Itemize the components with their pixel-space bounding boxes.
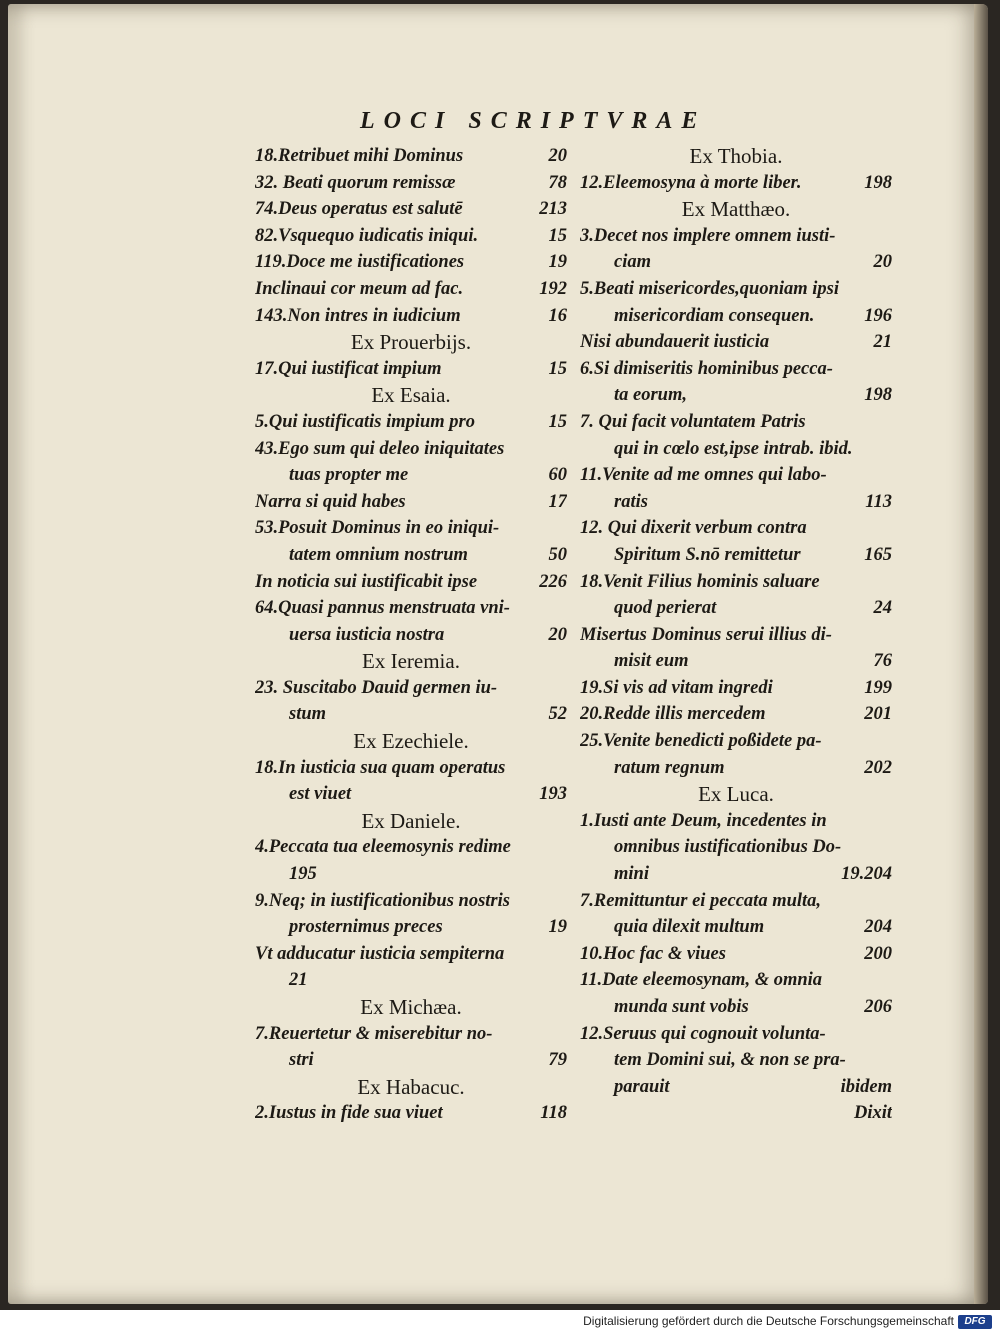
entry-text: 20.Redde illis mercedem [580, 704, 766, 725]
entry-text: 12. Qui dixerit verbum contra [580, 518, 807, 539]
entry-text: Dixit [853, 1103, 892, 1124]
section-heading: Ex Luca. [698, 782, 774, 807]
entry-text: 43.Ego sum qui deleo iniquitates [255, 438, 505, 459]
page-reference: 21 [873, 332, 892, 353]
entry-text: uersa iusticia nostra [289, 624, 445, 645]
page-reference: 24 [873, 598, 892, 619]
index-entry [580, 462, 892, 489]
entry-text: tem Domini sui, & non se pra- [614, 1050, 846, 1071]
index-entry [255, 196, 567, 223]
entry-text: 7. Qui facit voluntatem Patris [580, 411, 806, 432]
index-entry [580, 489, 892, 516]
section-heading: Ex Ezechiele. [353, 729, 469, 754]
entry-text: 82.Vsquequo iudicatis iniqui. [255, 225, 479, 246]
index-entry [580, 515, 892, 542]
entry-text: Inclinaui cor meum ad fac. [255, 278, 464, 299]
entry-text: 11.Venite ad me omnes qui labo- [580, 465, 827, 486]
index-entry [255, 888, 567, 915]
entry-text: 18.Retribuet mihi Dominus [255, 146, 464, 166]
index-entry [580, 356, 892, 383]
entry-text: ta eorum, [614, 385, 687, 406]
entry-text: munda sunt vobis [614, 997, 749, 1017]
index-entry [580, 941, 892, 968]
index-entry [580, 861, 892, 888]
index-entry [255, 569, 567, 596]
entry-text: 4.Peccata tua eleemosynis redime [255, 837, 511, 858]
index-entry [255, 462, 567, 489]
entry-text: 10.Hoc fac & viues [580, 943, 726, 964]
page-reference: 200 [864, 943, 892, 964]
entry-text: quia dilexit multum [614, 917, 765, 938]
index-entry [255, 303, 567, 330]
entry-text: Spiritum S.nō remittetur [614, 544, 801, 565]
entry-text: 32. Beati quorum remissæ [255, 172, 456, 193]
page-reference: 15 [548, 411, 567, 432]
page-reference: 78 [548, 172, 567, 193]
index-entry [580, 648, 892, 675]
index-entry [580, 276, 892, 303]
entry-text: 18.In iusticia sua quam operatus [255, 757, 506, 778]
entry-text: qui in cœlo est,ipse intrab. ibid. [614, 438, 853, 459]
index-entry [580, 303, 892, 330]
entry-text: misericordiam consequen. [614, 305, 815, 326]
index-entry [255, 1021, 567, 1048]
index-entry [580, 542, 892, 569]
page-reference: 20 [548, 624, 567, 645]
footer-credit: Digitalisierung gefördert durch die Deutsche Forschungsgemeinschaft [583, 1314, 954, 1328]
entry-text: 7.Reuertetur & miserebitur no- [255, 1023, 493, 1044]
index-entry [580, 834, 892, 861]
page-reference: 196 [864, 305, 892, 326]
page-reference: 60 [548, 465, 567, 486]
page-reference: 52 [548, 704, 567, 725]
entry-text: ratum regnum [614, 757, 725, 778]
index-entry [255, 1047, 567, 1074]
page-reference: 226 [539, 571, 567, 592]
index-entry [255, 276, 567, 303]
index-entry [255, 834, 567, 861]
index-entry [255, 170, 567, 197]
index-entry [255, 701, 567, 728]
entry-text: est viuet [289, 784, 352, 805]
page-reference: 20 [548, 146, 567, 166]
entry-text: 119.Doce me iustificationes [255, 252, 465, 273]
page-reference: 198 [864, 385, 892, 406]
page-reference: ibidem [840, 1076, 892, 1097]
entry-text: Misertus Dominus serui illius di- [580, 624, 832, 645]
page-reference: 19 [548, 917, 567, 938]
catchword [580, 1100, 892, 1127]
page-reference: 202 [864, 757, 892, 778]
index-entry [255, 861, 567, 888]
section-heading: Ex Thobia. [689, 144, 783, 168]
page-reference: 113 [865, 491, 892, 512]
index-entry [255, 223, 567, 250]
entry-text: stri [289, 1050, 314, 1071]
page-reference: 199 [864, 677, 892, 698]
index-entry [580, 223, 892, 250]
entry-text: 3.Decet nos implere omnem iusti- [580, 225, 836, 246]
index-entry [255, 781, 567, 808]
entry-text: 2.Iustus in fide sua viuet [255, 1103, 443, 1124]
index-entry [580, 994, 892, 1021]
index-entry [580, 728, 892, 755]
entry-text: Narra si quid habes [255, 491, 406, 512]
entry-text: mini [614, 864, 649, 885]
page-reference: 16 [548, 305, 567, 326]
page-reference: 76 [873, 651, 892, 672]
entry-text: quod perierat [614, 598, 717, 619]
index-entry [580, 701, 892, 728]
index-entry [580, 249, 892, 276]
section-heading: Ex Michæa. [360, 995, 462, 1019]
page-reference: 118 [540, 1103, 567, 1124]
index-entry [580, 675, 892, 702]
entry-text: 12.Eleemosyna à morte liber. [580, 172, 802, 193]
index-entry [255, 515, 567, 542]
running-head: LOCI SCRIPTVRAE [360, 108, 707, 134]
index-entry [255, 249, 567, 276]
index-entry [255, 356, 567, 383]
index-entry [580, 595, 892, 622]
entry-text: misit eum [614, 651, 689, 672]
entry-text: stum [289, 704, 327, 725]
index-entry [255, 436, 567, 463]
index-entry [580, 967, 892, 994]
index-entry [580, 436, 892, 463]
page-reference: 193 [539, 784, 567, 805]
index-entry [580, 1074, 892, 1101]
entry-text: omnibus iustificationibus Do- [614, 837, 842, 858]
page-reference: 19.204 [841, 864, 892, 885]
page-reference: 19 [548, 252, 567, 273]
index-entry [255, 489, 567, 516]
page-spine-shadow [974, 4, 988, 1304]
entry-text: 12.Seruus qui cognouit volunta- [580, 1023, 826, 1044]
entry-text: Vt adducatur iusticia sempiterna [255, 943, 505, 964]
entry-text: 195 [289, 864, 317, 885]
index-entry [255, 967, 567, 994]
index-entry [255, 595, 567, 622]
entry-text: 23. Suscitabo Dauid germen iu- [255, 677, 498, 698]
entry-text: 1.Iusti ante Deum, incedentes in [580, 810, 827, 831]
index-entry [255, 143, 567, 170]
page-reference: 15 [548, 225, 567, 246]
entry-text: 143.Non intres in iudicium [255, 305, 461, 326]
entry-text: 17.Qui iustificat impium [255, 358, 442, 379]
index-entry [580, 1021, 892, 1048]
entry-text: 21 [289, 970, 308, 991]
left-column [255, 143, 567, 1127]
entry-text: ciam [614, 252, 651, 273]
page-reference: 50 [548, 544, 567, 565]
index-entry [580, 382, 892, 409]
index-entry [580, 170, 892, 197]
entry-text: 7.Remittuntur ei peccata multa, [580, 890, 822, 911]
page-reference: 15 [548, 358, 567, 379]
entry-text: Nisi abundauerit iusticia [580, 332, 770, 353]
entry-text: 64.Quasi pannus menstruata vni- [255, 598, 510, 619]
entry-text: 5.Beati misericordes,quoniam ipsi [580, 278, 840, 299]
index-entry [255, 1100, 567, 1127]
entry-text: ratis [614, 491, 648, 512]
right-column [580, 143, 892, 1127]
index-entry [255, 941, 567, 968]
index-entry [580, 1047, 892, 1074]
page-reference: 20 [873, 252, 892, 273]
page-reference: 198 [864, 172, 892, 193]
page-reference: 17 [548, 491, 567, 512]
index-entry [255, 675, 567, 702]
entry-text: 11.Date eleemosynam, & omnia [580, 970, 823, 991]
section-heading: Ex Daniele. [361, 808, 461, 833]
entry-text: 25.Venite benedicti poßidete pa- [580, 731, 822, 752]
index-entry [580, 569, 892, 596]
page-reference: 79 [548, 1050, 567, 1071]
index-entry [255, 542, 567, 569]
dfg-logo-icon: DFG [958, 1315, 992, 1329]
entry-text: 74.Deus operatus est salutē [255, 199, 463, 220]
page-reference: 201 [864, 704, 892, 725]
page-reference: 206 [864, 997, 892, 1017]
index-entry [255, 409, 567, 436]
page-reference: 192 [539, 278, 567, 299]
section-heading: Ex Esaia. [371, 383, 451, 408]
entry-text: 9.Neq; in iustificationibus nostris [255, 890, 510, 911]
index-entry [255, 622, 567, 649]
entry-text: tuas propter me [289, 465, 409, 486]
entry-text: parauit [614, 1076, 670, 1097]
index-entry [580, 622, 892, 649]
index-entry [580, 409, 892, 436]
section-heading: Ex Ieremia. [362, 649, 460, 674]
entry-text: 19.Si vis ad vitam ingredi [580, 677, 773, 698]
footer-bar [0, 1310, 1000, 1335]
section-heading: Ex Prouerbijs. [350, 330, 472, 355]
entry-text: 6.Si dimiseritis hominibus pecca- [580, 358, 833, 379]
index-entry [255, 755, 567, 782]
index-entry [580, 808, 892, 835]
entry-text: In noticia sui iustificabit ipse [255, 571, 478, 592]
index-entry [580, 755, 892, 782]
entry-text: prosternimus preces [289, 917, 443, 938]
entry-text: 18.Venit Filius hominis saluare [580, 571, 820, 592]
section-heading: Ex Habacuc. [357, 1074, 465, 1099]
index-entry [580, 329, 892, 356]
index-entry [580, 888, 892, 915]
entry-text: 5.Qui iustificatis impium pro [255, 411, 475, 432]
entry-text: 53.Posuit Dominus in eo iniqui- [255, 518, 500, 539]
entry-text: tatem omnium nostrum [289, 544, 468, 565]
page-reference: 165 [864, 544, 892, 565]
index-entry [255, 914, 567, 941]
section-heading: Ex Matthæo. [681, 197, 791, 222]
index-entry [580, 914, 892, 941]
page-reference: 213 [539, 199, 567, 220]
page-reference: 204 [864, 917, 892, 938]
